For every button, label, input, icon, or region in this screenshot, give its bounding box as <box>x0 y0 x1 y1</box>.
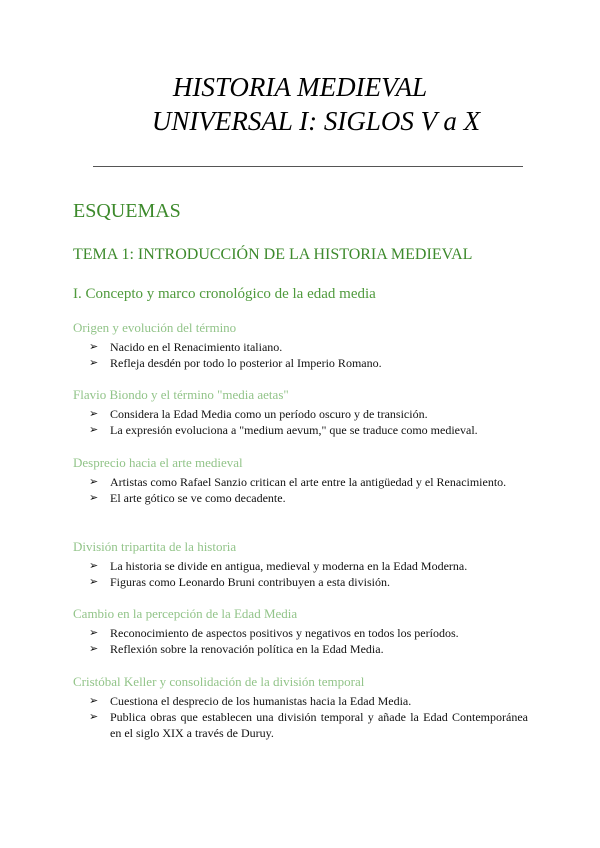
section-desprecio-arte <box>73 455 528 506</box>
list-item-text: Reflexión sobre la renovación política en la Edad Media. <box>110 642 384 656</box>
list-item-text: La expresión evoluciona a "medium aevum," que se traduce como medieval. <box>110 423 478 437</box>
list-item-text: Considera la Edad Media como un período oscuro y de transición. <box>110 407 428 421</box>
arrow-bullet-icon: ➢ <box>89 476 99 488</box>
list-item-text: El arte gótico se ve como decadente. <box>110 491 286 505</box>
list-item-text: Nacido en el Renacimiento italiano. <box>110 340 283 354</box>
list-item-text: Refleja desdén por todo lo posterior al Imperio Romano. <box>110 356 382 370</box>
list-item <box>73 339 528 355</box>
title-line-1: HISTORIA MEDIEVAL <box>172 72 428 102</box>
section-title: Origen y evolución del término <box>73 320 237 335</box>
subheading-concepto: I. Concepto y marco cronológico de la edad media <box>73 286 376 302</box>
arrow-bullet-icon: ➢ <box>89 492 99 504</box>
list-item-text: La historia se divide en antigua, medieval y moderna en la Edad Moderna. <box>110 559 468 573</box>
list-item <box>73 693 528 709</box>
list-item-text: Publica obras que establecen una división temporal y añade la Edad Contemporánea en el siglo XIX a través de Duruy. <box>110 710 528 740</box>
bullet-list <box>73 406 528 438</box>
section-keller <box>73 674 528 741</box>
title-line-2: UNIVERSAL I: SIGLOS V a X <box>151 106 481 136</box>
list-item-text: Reconocimiento de aspectos positivos y negativos en todos los períodos. <box>110 626 459 640</box>
list-item <box>73 474 528 490</box>
arrow-bullet-icon: ➢ <box>89 695 99 707</box>
list-item-text: Cuestiona el desprecio de los humanistas hacia la Edad Media. <box>110 694 412 708</box>
arrow-bullet-icon: ➢ <box>89 408 99 420</box>
heading-esquemas: ESQUEMAS <box>73 200 181 222</box>
section-title: Cambio en la percepción de la Edad Media <box>73 606 298 621</box>
section-title: Cristóbal Keller y consolidación de la división temporal <box>73 674 365 689</box>
arrow-bullet-icon: ➢ <box>89 424 99 436</box>
bullet-list <box>73 625 528 657</box>
list-item <box>73 558 528 574</box>
list-item <box>73 406 528 422</box>
list-item <box>73 574 528 590</box>
list-item <box>73 355 528 371</box>
list-item-text: Artistas como Rafael Sanzio critican el arte entre la antigüedad y el Renacimiento. <box>110 475 507 489</box>
section-biondo <box>73 387 528 438</box>
list-item <box>73 422 528 438</box>
arrow-bullet-icon: ➢ <box>89 341 99 353</box>
section-title: Flavio Biondo y el término "media aetas" <box>73 387 289 402</box>
section-origen <box>73 320 528 371</box>
arrow-bullet-icon: ➢ <box>89 643 99 655</box>
arrow-bullet-icon: ➢ <box>89 560 99 572</box>
list-item <box>73 641 528 657</box>
list-item <box>73 490 528 506</box>
list-item-text: Figuras como Leonardo Bruni contribuyen a esta división. <box>110 575 390 589</box>
section-division-tripartita <box>73 539 528 590</box>
tema-heading: TEMA 1: INTRODUCCIÓN DE LA HISTORIA MEDIEVAL <box>73 246 473 263</box>
section-title: Desprecio hacia el arte medieval <box>73 455 243 470</box>
arrow-bullet-icon: ➢ <box>89 627 99 639</box>
arrow-bullet-icon: ➢ <box>89 711 99 723</box>
list-item <box>73 625 528 641</box>
arrow-bullet-icon: ➢ <box>89 576 99 588</box>
list-item <box>73 709 528 741</box>
bullet-list <box>73 558 528 590</box>
document-title <box>0 70 600 138</box>
title-divider <box>93 166 523 167</box>
arrow-bullet-icon: ➢ <box>89 357 99 369</box>
section-title: División tripartita de la historia <box>73 539 237 554</box>
bullet-list <box>73 474 528 506</box>
bullet-list <box>73 339 528 371</box>
section-cambio-percepcion <box>73 606 528 657</box>
bullet-list <box>73 693 528 741</box>
